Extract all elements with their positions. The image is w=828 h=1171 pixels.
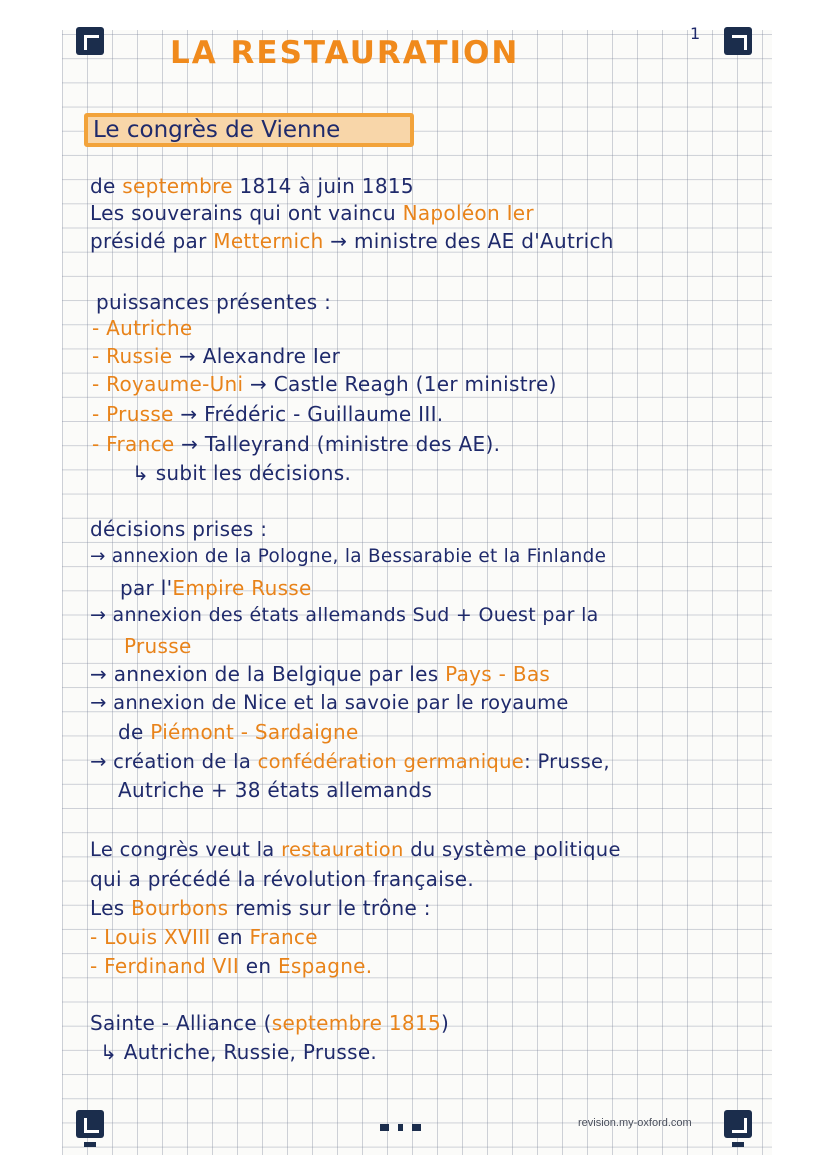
note-line-10: ↳ subit les décisions. xyxy=(132,461,352,485)
footer-site-label: revision.my-oxford.com xyxy=(578,1117,692,1129)
note-line-24: - Louis XVIII en France xyxy=(90,925,318,949)
note-line-19: → création de la confédération germanique: Prusse, xyxy=(90,750,610,773)
note-line-20: Autriche + 38 états allemands xyxy=(118,778,433,802)
section-heading: Le congrès de Vienne xyxy=(93,117,341,143)
note-line-6: - Russie → Alexandre Ier xyxy=(92,344,341,368)
note-line-11: décisions prises : xyxy=(90,517,268,541)
corner-marker-top-right-icon xyxy=(724,27,752,55)
note-line-1: de septembre 1814 à juin 1815 xyxy=(90,174,414,198)
page-number: 1 xyxy=(690,24,701,43)
note-line-16: → annexion de la Belgique par les Pays - Bas xyxy=(90,662,551,686)
note-line-8: - Prusse → Frédéric - Guillaume III. xyxy=(92,402,444,426)
note-line-3: présidé par Metternich → ministre des AE d'Autrich xyxy=(90,229,614,253)
note-line-14: → annexion des états allemands Sud + Ouest par la xyxy=(90,604,599,626)
note-line-25: - Ferdinand VII en Espagne. xyxy=(90,954,373,978)
note-line-7: - Royaume-Uni → Castle Reagh (1er ministre) xyxy=(92,372,557,396)
note-line-23: Les Bourbons remis sur le trône : xyxy=(90,896,431,920)
note-line-22: qui a précédé la révolution française. xyxy=(90,867,475,891)
note-line-12: → annexion de la Pologne, la Bessarabie et la Finlande xyxy=(90,546,607,567)
note-line-21: Le congrès veut la restauration du système politique xyxy=(90,838,621,861)
note-line-4: puissances présentes : xyxy=(96,290,332,314)
note-line-26: Sainte - Alliance (septembre 1815) xyxy=(90,1011,450,1035)
corner-marker-bottom-right-icon xyxy=(724,1110,752,1138)
corner-marker-bottom-left-icon xyxy=(76,1110,104,1138)
note-line-27: ↳ Autriche, Russie, Prusse. xyxy=(100,1040,378,1064)
note-line-18: de Piémont - Sardaigne xyxy=(118,720,359,744)
note-line-13: par l'Empire Russe xyxy=(120,576,312,600)
note-line-5: - Autriche xyxy=(92,316,193,340)
corner-tab-bottom-right-icon xyxy=(732,1142,744,1147)
note-line-9: - France → Talleyrand (ministre des AE). xyxy=(92,432,501,456)
note-line-15: Prusse xyxy=(124,634,192,658)
note-line-17: → annexion de Nice et la savoie par le royaume xyxy=(90,691,569,714)
note-line-2: Les souverains qui ont vaincu Napoléon Ier xyxy=(90,201,534,225)
corner-tab-bottom-left-icon xyxy=(84,1142,96,1147)
pagination-dots-icon xyxy=(380,1118,430,1136)
page-title: LA RESTAURATION xyxy=(170,35,520,71)
corner-marker-top-left-icon xyxy=(76,27,104,55)
